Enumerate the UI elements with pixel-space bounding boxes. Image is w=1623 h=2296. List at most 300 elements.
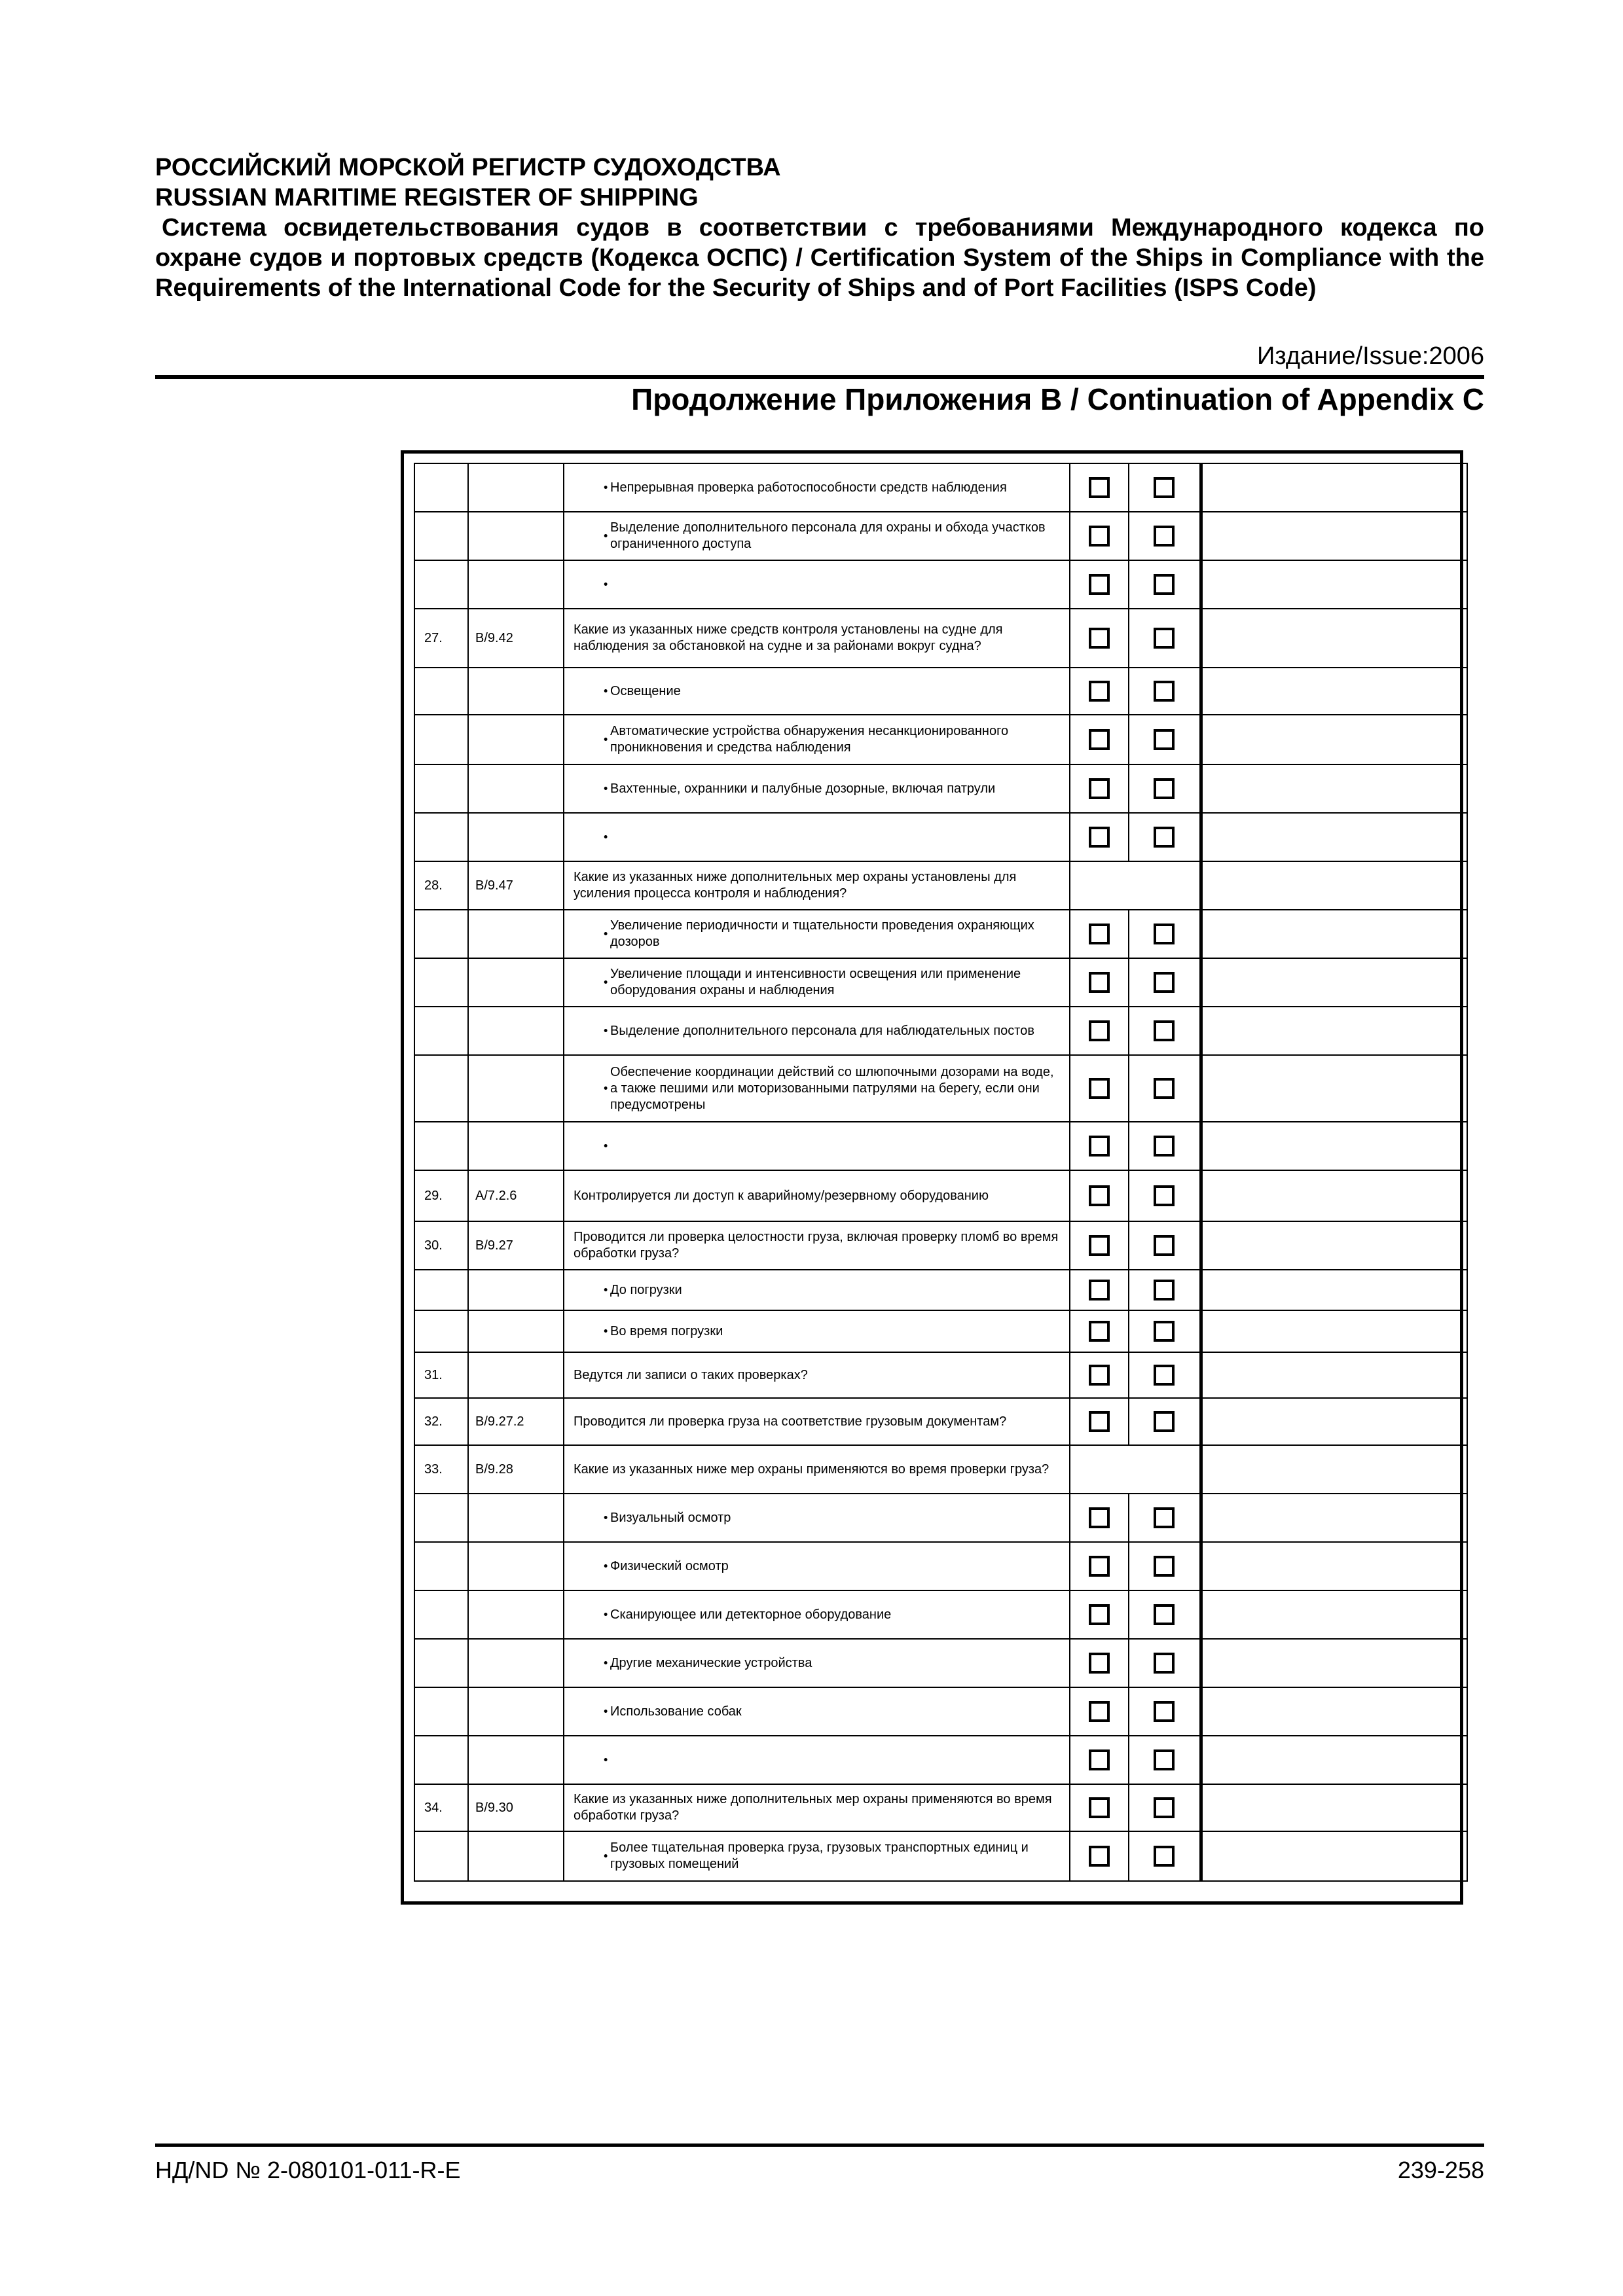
checkbox-no[interactable] [1154, 1321, 1175, 1342]
answer-yes-cell [1070, 1736, 1129, 1784]
item-number: 30. [414, 1221, 468, 1270]
bullet-dot-icon: • [604, 1283, 608, 1297]
item-number: 32. [414, 1398, 468, 1445]
question-row [414, 1352, 1467, 1398]
item-number [414, 715, 468, 764]
remarks-cell[interactable] [1201, 861, 1467, 910]
checkbox-yes[interactable] [1089, 778, 1110, 799]
item-number [414, 813, 468, 861]
answer-yes-cell [1070, 512, 1129, 560]
item-number [414, 560, 468, 609]
checkbox-no[interactable] [1154, 574, 1175, 595]
org-name-ru: РОССИЙСКИЙ МОРСКОЙ РЕГИСТР СУДОХОДСТВА [155, 154, 781, 181]
item-number [414, 958, 468, 1007]
remarks-cell[interactable] [1201, 958, 1467, 1007]
bullet-dot-icon: • [604, 480, 608, 494]
bullet-text: Обеспечение координации действий со шлюпочными дозорами на воде, а также пешими или моторизованными патрулями на берегу, если они предусмотрены [610, 1064, 1054, 1112]
bullet-dot-icon: • [604, 1559, 608, 1573]
code-reference [468, 668, 564, 715]
code-reference: B/9.30 [468, 1784, 564, 1831]
answer-yes-cell [1070, 668, 1129, 715]
code-reference [468, 463, 564, 512]
code-reference: B/9.47 [468, 861, 564, 910]
answer-no-cell [1129, 512, 1201, 560]
answer-no-cell [1129, 668, 1201, 715]
bullet-text: Увеличение периодичности и тщательности проведения охраняющих дозоров [610, 918, 1034, 949]
checkbox-no[interactable] [1154, 827, 1175, 848]
bullet-dot-icon: • [604, 1324, 608, 1338]
item-number [414, 1590, 468, 1639]
remarks-cell[interactable] [1201, 560, 1467, 609]
remarks-cell[interactable] [1201, 1687, 1467, 1736]
bullet-row [414, 463, 1467, 512]
checkbox-no[interactable] [1154, 924, 1175, 944]
checkbox-no[interactable] [1154, 1846, 1175, 1867]
bullet-text: Другие механические устройства [610, 1655, 812, 1670]
code-reference [468, 764, 564, 813]
bullet-dot-icon: • [604, 577, 608, 591]
item-number: 31. [414, 1352, 468, 1398]
bullet-cell [564, 1055, 1070, 1122]
answer-yes-cell [1070, 910, 1129, 958]
checkbox-yes[interactable] [1089, 1185, 1110, 1206]
header-rule [155, 375, 1484, 379]
question-row [414, 861, 1467, 910]
item-number: 34. [414, 1784, 468, 1831]
bullet-cell [564, 1590, 1070, 1639]
question-row [414, 1398, 1467, 1445]
checkbox-no[interactable] [1154, 628, 1175, 649]
checkbox-yes[interactable] [1089, 1846, 1110, 1867]
answer-no-cell [1129, 1007, 1201, 1055]
remarks-cell[interactable] [1201, 512, 1467, 560]
bullet-dot-icon: • [604, 684, 608, 698]
answer-no-cell [1129, 1784, 1201, 1831]
item-number [414, 1310, 468, 1352]
answer-yes-cell [1070, 1122, 1129, 1170]
code-reference [468, 512, 564, 560]
remarks-cell[interactable] [1201, 715, 1467, 764]
bullet-row [414, 764, 1467, 813]
bullet-cell [564, 512, 1070, 560]
answer-yes-cell [1070, 1494, 1129, 1542]
code-reference [468, 1687, 564, 1736]
checkbox-no[interactable] [1154, 1604, 1175, 1625]
answer-no-cell [1129, 715, 1201, 764]
answer-no-cell [1129, 1270, 1201, 1310]
answer-yes-cell [1070, 1687, 1129, 1736]
bullet-text: Выделение дополнительного персонала для охраны и обхода участков ограниченного доступа [610, 520, 1046, 551]
bullet-row [414, 1639, 1467, 1687]
checkbox-no[interactable] [1154, 1078, 1175, 1099]
checkbox-no[interactable] [1154, 1749, 1175, 1770]
answer-no-cell [1129, 463, 1201, 512]
footer-rule [155, 2144, 1484, 2147]
bullet-text: Увеличение площади и интенсивности освещения или применение оборудования охраны и наблюдения [610, 967, 1021, 997]
bullet-cell [564, 1270, 1070, 1310]
bullet-row [414, 715, 1467, 764]
bullet-row [414, 958, 1467, 1007]
item-number: 28. [414, 861, 468, 910]
item-number [414, 1494, 468, 1542]
remarks-cell[interactable] [1201, 1055, 1467, 1122]
footer-doc-number: НД/ND № 2-080101-011-R-E [155, 2157, 461, 2183]
answer-yes-cell [1070, 1310, 1129, 1352]
answer-no-cell [1129, 813, 1201, 861]
bullet-text: Выделение дополнительного персонала для наблюдательных постов [610, 1023, 1034, 1038]
remarks-cell[interactable] [1201, 609, 1467, 668]
code-reference [468, 1055, 564, 1122]
remarks-cell[interactable] [1201, 1736, 1467, 1784]
question-text: Какие из указанных ниже дополнительных мер охраны установлены для усиления процесса контроля и наблюдения? [564, 861, 1070, 910]
answer-yes-cell [1070, 609, 1129, 668]
answer-no-cell [1129, 958, 1201, 1007]
bullet-dot-icon: • [604, 1511, 608, 1524]
bullet-cell [564, 1687, 1070, 1736]
answer-yes-cell [1070, 764, 1129, 813]
item-number [414, 1055, 468, 1122]
item-number [414, 463, 468, 512]
remarks-cell[interactable] [1201, 1445, 1467, 1494]
checkbox-no[interactable] [1154, 972, 1175, 993]
checkbox-yes[interactable] [1089, 1653, 1110, 1674]
remarks-cell[interactable] [1201, 1310, 1467, 1352]
answer-yes-cell [1070, 1270, 1129, 1310]
checklist-table [414, 463, 1468, 1882]
question-text: Какие из указанных ниже дополнительных мер охраны применяются во время обработки груза? [564, 1784, 1070, 1831]
item-number [414, 1736, 468, 1784]
answer-no-cell [1129, 1398, 1201, 1445]
bullet-cell [564, 1542, 1070, 1590]
bullet-row [414, 910, 1467, 958]
question-row [414, 1445, 1467, 1494]
item-number [414, 764, 468, 813]
remarks-cell[interactable] [1201, 1831, 1467, 1881]
question-row [414, 1784, 1467, 1831]
item-number [414, 1687, 468, 1736]
code-reference [468, 813, 564, 861]
checkbox-yes[interactable] [1089, 1235, 1110, 1256]
bullet-dot-icon: • [604, 1607, 608, 1621]
code-reference [468, 1736, 564, 1784]
remarks-cell[interactable] [1201, 910, 1467, 958]
remarks-cell[interactable] [1201, 1270, 1467, 1310]
remarks-cell[interactable] [1201, 1639, 1467, 1687]
checkbox-yes[interactable] [1089, 574, 1110, 595]
answer-yes-cell [1070, 958, 1129, 1007]
bullet-dot-icon: • [604, 975, 608, 989]
question-text: Проводится ли проверка целостности груза, включая проверку пломб во время обработки груза? [564, 1221, 1070, 1270]
answer-empty-cell [1070, 861, 1201, 910]
bullet-row [414, 1007, 1467, 1055]
bullet-cell [564, 1310, 1070, 1352]
remarks-cell[interactable] [1201, 1784, 1467, 1831]
checkbox-no[interactable] [1154, 1797, 1175, 1818]
answer-yes-cell [1070, 1784, 1129, 1831]
bullet-cell [564, 1831, 1070, 1881]
answer-yes-cell [1070, 1542, 1129, 1590]
bullet-row [414, 1494, 1467, 1542]
answer-no-cell [1129, 1542, 1201, 1590]
bullet-cell [564, 715, 1070, 764]
bullet-row [414, 1270, 1467, 1310]
code-reference: A/7.2.6 [468, 1170, 564, 1221]
answer-yes-cell [1070, 1352, 1129, 1398]
remarks-cell[interactable] [1201, 1007, 1467, 1055]
bullet-dot-icon: • [604, 1849, 608, 1863]
bullet-text: Освещение [610, 683, 681, 698]
item-number [414, 1831, 468, 1881]
code-reference [468, 1310, 564, 1352]
remarks-cell[interactable] [1201, 1170, 1467, 1221]
issue-label: Издание/Issue:2006 [1256, 342, 1484, 370]
checkbox-no[interactable] [1154, 477, 1175, 498]
remarks-cell[interactable] [1201, 1542, 1467, 1590]
bullet-cell [564, 668, 1070, 715]
checkbox-no[interactable] [1154, 1653, 1175, 1674]
checkbox-no[interactable] [1154, 778, 1175, 799]
bullet-dot-icon: • [604, 732, 608, 746]
checkbox-no[interactable] [1154, 526, 1175, 547]
checkbox-no[interactable] [1154, 1136, 1175, 1157]
checkbox-yes[interactable] [1089, 1749, 1110, 1770]
system-title: Система освидетельствования судов в соответствии с требованиями Международного кодекса по охране судов и портовых средств (Кодекса ОСПС) / Certification System of the Ships in Compliance with the Requirements of the International Code for the Security of Ships and of Port Facilities (ISPS Code) [155, 214, 1484, 302]
remarks-cell[interactable] [1201, 1590, 1467, 1639]
bullet-row [414, 1736, 1467, 1784]
item-number [414, 668, 468, 715]
checkbox-no[interactable] [1154, 1701, 1175, 1722]
checkbox-no[interactable] [1154, 1020, 1175, 1041]
bullet-dot-icon: • [604, 529, 608, 543]
checkbox-no[interactable] [1154, 1235, 1175, 1256]
checkbox-no[interactable] [1154, 1411, 1175, 1432]
code-reference [468, 715, 564, 764]
bullet-text: Вахтенные, охранники и палубные дозорные, включая патрули [610, 781, 996, 796]
code-reference: B/9.42 [468, 609, 564, 668]
bullet-text: Непрерывная проверка работоспособности средств наблюдения [610, 480, 1007, 495]
checkbox-yes[interactable] [1089, 729, 1110, 750]
bullet-row [414, 1122, 1467, 1170]
bullet-row [414, 1310, 1467, 1352]
code-reference [468, 560, 564, 609]
remarks-cell[interactable] [1201, 764, 1467, 813]
checkbox-no[interactable] [1154, 1185, 1175, 1206]
answer-no-cell [1129, 1122, 1201, 1170]
checkbox-yes[interactable] [1089, 526, 1110, 547]
bullet-row [414, 668, 1467, 715]
question-row [414, 609, 1467, 668]
bullet-row [414, 512, 1467, 560]
checkbox-yes[interactable] [1089, 628, 1110, 649]
checkbox-yes[interactable] [1089, 477, 1110, 498]
question-row [414, 1170, 1467, 1221]
code-reference [468, 910, 564, 958]
code-reference [468, 1122, 564, 1170]
code-reference [468, 1270, 564, 1310]
code-reference [468, 1542, 564, 1590]
bullet-text: Во время погрузки [610, 1323, 723, 1338]
code-reference: B/9.27 [468, 1221, 564, 1270]
footer-page-number: 239-258 [1397, 2157, 1484, 2183]
bullet-dot-icon: • [604, 781, 608, 795]
document-header [155, 152, 1484, 416]
checkbox-no[interactable] [1154, 729, 1175, 750]
bullet-row [414, 1055, 1467, 1122]
answer-no-cell [1129, 1352, 1201, 1398]
code-reference [468, 1494, 564, 1542]
checkbox-yes[interactable] [1089, 1280, 1110, 1300]
answer-no-cell [1129, 609, 1201, 668]
question-row [414, 1221, 1467, 1270]
code-reference [468, 1352, 564, 1398]
item-number [414, 1639, 468, 1687]
remarks-cell[interactable] [1201, 813, 1467, 861]
item-number [414, 910, 468, 958]
checkbox-yes[interactable] [1089, 1507, 1110, 1528]
answer-yes-cell [1070, 560, 1129, 609]
bullet-text: До погрузки [610, 1282, 682, 1297]
answer-no-cell [1129, 910, 1201, 958]
checkbox-yes[interactable] [1089, 681, 1110, 702]
appendix-title: Продолжение Приложения В / Continuation of Appendix C [631, 382, 1484, 416]
item-number [414, 1007, 468, 1055]
bullet-cell [564, 1639, 1070, 1687]
code-reference [468, 1590, 564, 1639]
item-number: 29. [414, 1170, 468, 1221]
checkbox-yes[interactable] [1089, 1321, 1110, 1342]
question-text: Какие из указанных ниже средств контроля установлены на судне для наблюдения за обстановкой на судне и за районами вокруг судна? [564, 609, 1070, 668]
checklist-body [414, 463, 1467, 1881]
item-number [414, 1122, 468, 1170]
remarks-cell[interactable] [1201, 1398, 1467, 1445]
remarks-cell[interactable] [1201, 463, 1467, 512]
checkbox-no[interactable] [1154, 1365, 1175, 1386]
answer-no-cell [1129, 1310, 1201, 1352]
answer-yes-cell [1070, 1590, 1129, 1639]
answer-yes-cell [1070, 463, 1129, 512]
checkbox-yes[interactable] [1089, 1365, 1110, 1386]
bullet-cell [564, 910, 1070, 958]
answer-yes-cell [1070, 1831, 1129, 1881]
remarks-cell[interactable] [1201, 1122, 1467, 1170]
checkbox-yes[interactable] [1089, 1411, 1110, 1432]
bullet-text: Автоматические устройства обнаружения несанкционированного проникновения и средства наблюдения [610, 724, 1009, 755]
checkbox-yes[interactable] [1089, 924, 1110, 944]
remarks-cell[interactable] [1201, 1352, 1467, 1398]
checkbox-yes[interactable] [1089, 1604, 1110, 1625]
remarks-cell[interactable] [1201, 1221, 1467, 1270]
answer-no-cell [1129, 1687, 1201, 1736]
bullet-row [414, 560, 1467, 609]
bullet-dot-icon: • [604, 1704, 608, 1718]
checkbox-yes[interactable] [1089, 1556, 1110, 1577]
bullet-cell [564, 764, 1070, 813]
answer-no-cell [1129, 560, 1201, 609]
item-number: 27. [414, 609, 468, 668]
bullet-cell [564, 463, 1070, 512]
code-reference [468, 1007, 564, 1055]
bullet-row [414, 813, 1467, 861]
answer-no-cell [1129, 1639, 1201, 1687]
bullet-dot-icon: • [604, 1656, 608, 1670]
checkbox-yes[interactable] [1089, 1797, 1110, 1818]
item-number [414, 512, 468, 560]
answer-yes-cell [1070, 1007, 1129, 1055]
answer-yes-cell [1070, 1398, 1129, 1445]
bullet-text: Использование собак [610, 1704, 742, 1719]
bullet-text: Сканирующее или детекторное оборудование [610, 1607, 892, 1622]
remarks-cell[interactable] [1201, 668, 1467, 715]
code-reference [468, 958, 564, 1007]
answer-no-cell [1129, 1221, 1201, 1270]
bullet-row [414, 1542, 1467, 1590]
answer-yes-cell [1070, 813, 1129, 861]
bullet-row [414, 1831, 1467, 1881]
item-number [414, 1542, 468, 1590]
checkbox-yes[interactable] [1089, 1136, 1110, 1157]
code-reference: B/9.27.2 [468, 1398, 564, 1445]
checkbox-yes[interactable] [1089, 1701, 1110, 1722]
question-text: Какие из указанных ниже мер охраны применяются во время проверки груза? [564, 1445, 1070, 1494]
checkbox-yes[interactable] [1089, 972, 1110, 993]
bullet-text: Более тщательная проверка груза, грузовых транспортных единиц и грузовых помещений [610, 1840, 1029, 1871]
code-reference [468, 1831, 564, 1881]
answer-no-cell [1129, 1831, 1201, 1881]
answer-yes-cell [1070, 1170, 1129, 1221]
checkbox-yes[interactable] [1089, 1020, 1110, 1041]
answer-no-cell [1129, 1170, 1201, 1221]
bullet-cell [564, 560, 1070, 609]
remarks-cell[interactable] [1201, 1494, 1467, 1542]
checkbox-no[interactable] [1154, 1280, 1175, 1300]
bullet-cell [564, 958, 1070, 1007]
answer-yes-cell [1070, 1639, 1129, 1687]
item-number: 33. [414, 1445, 468, 1494]
question-text: Ведутся ли записи о таких проверках? [564, 1352, 1070, 1398]
checkbox-no[interactable] [1154, 1556, 1175, 1577]
answer-yes-cell [1070, 715, 1129, 764]
org-name-en: RUSSIAN MARITIME REGISTER OF SHIPPING [155, 184, 699, 211]
bullet-cell [564, 1494, 1070, 1542]
bullet-cell [564, 1007, 1070, 1055]
bullet-dot-icon: • [604, 830, 608, 844]
checkbox-no[interactable] [1154, 681, 1175, 702]
bullet-dot-icon: • [604, 1753, 608, 1767]
bullet-row [414, 1687, 1467, 1736]
bullet-dot-icon: • [604, 927, 608, 941]
answer-no-cell [1129, 1055, 1201, 1122]
bullet-text: Физический осмотр [610, 1558, 729, 1573]
bullet-cell [564, 813, 1070, 861]
bullet-dot-icon: • [604, 1139, 608, 1153]
answer-no-cell [1129, 1590, 1201, 1639]
item-number [414, 1270, 468, 1310]
question-text: Проводится ли проверка груза на соответствие грузовым документам? [564, 1398, 1070, 1445]
answer-no-cell [1129, 764, 1201, 813]
code-reference [468, 1639, 564, 1687]
bullet-row [414, 1590, 1467, 1639]
checkbox-no[interactable] [1154, 1507, 1175, 1528]
code-reference: B/9.28 [468, 1445, 564, 1494]
answer-no-cell [1129, 1494, 1201, 1542]
answer-yes-cell [1070, 1055, 1129, 1122]
checkbox-yes[interactable] [1089, 1078, 1110, 1099]
bullet-cell [564, 1736, 1070, 1784]
question-text: Контролируется ли доступ к аварийному/резервному оборудованию [564, 1170, 1070, 1221]
checkbox-yes[interactable] [1089, 827, 1110, 848]
bullet-dot-icon: • [604, 1081, 608, 1095]
answer-no-cell [1129, 1736, 1201, 1784]
